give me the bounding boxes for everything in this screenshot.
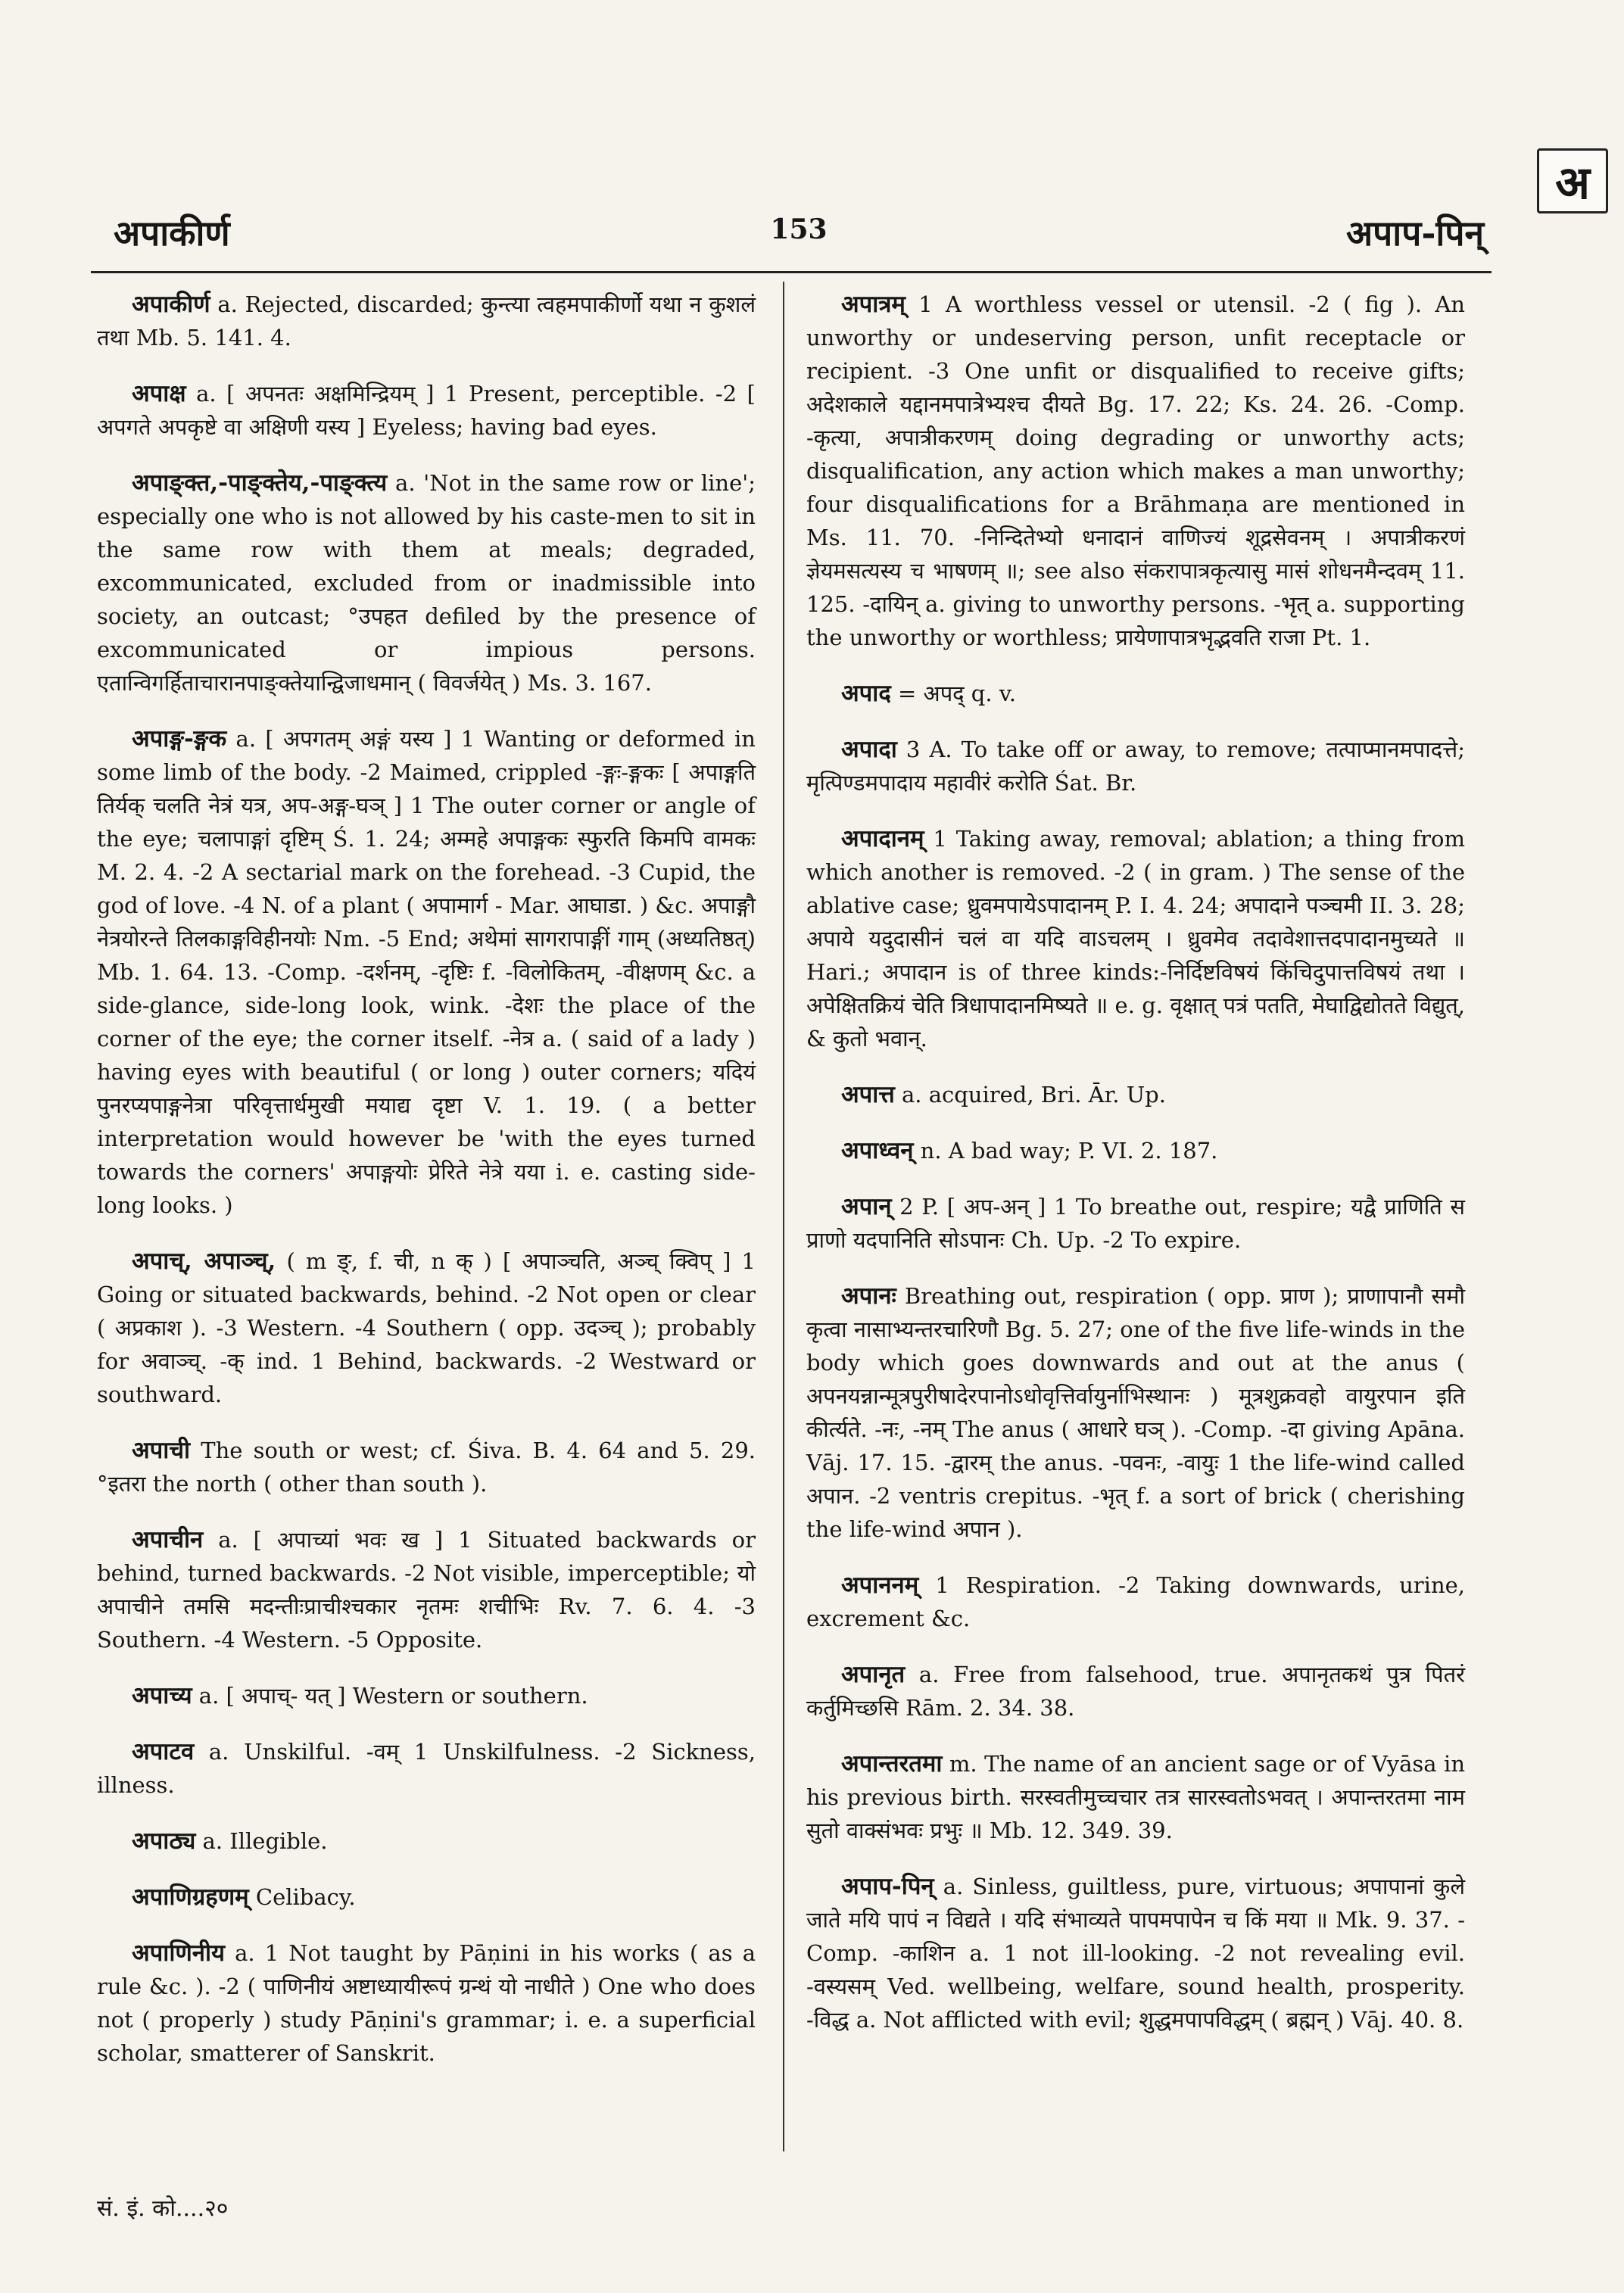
- dictionary-entry: [97, 1936, 756, 2070]
- entry-definition: The south or west; cf. Śiva. B. 4. 64 and 5. 29. °इतरा the north ( other than south ).: [97, 1438, 756, 1497]
- entry-definition: a. Illegible.: [195, 1828, 328, 1854]
- right-column: [806, 288, 1465, 2059]
- dictionary-entry: [97, 288, 756, 354]
- dictionary-entry: [806, 822, 1465, 1055]
- entry-headword: अपाकीर्ण: [132, 291, 210, 318]
- entry-definition: 1 A worthless vessel or utensil. -2 ( fig ). An unworthy or undeserving person, unfit receptacle or recipient. -3 One unfit or disqualified to receive gifts; अदेशकाले यद्दानमपात्रेभ्यश्च दीयते Bg. 17. 22; Ks. 24. 26. -Comp. -कृत्या, अपात्रीकरणम् doing degrading or unworthy acts; disqualification, any action which makes a man unworthy; four disqualifications for a Brāhmaṇa are mentioned in Ms. 11. 70. -निन्दितेभ्यो धनादानं वाणिज्यं शूद्रसेवनम् । अपात्रीकरणं ज्ञेयमसत्यस्य च भाषणम् ॥; see also संकरापात्रकृत्यासु मासं शोधनमैन्दवम् 11. 125. -दायिन् a. giving to unworthy persons. -भृत् a. supporting the unworthy or worthless; प्रायेणापात्रभृद्भवति राजा Pt. 1.: [806, 291, 1465, 650]
- entry-headword: अपाच्य: [132, 1682, 192, 1709]
- dictionary-entry: [806, 288, 1465, 654]
- dictionary-entry: [806, 1747, 1465, 1847]
- entry-headword: अपान्तरतमा: [841, 1750, 943, 1777]
- dictionary-entry: [97, 722, 756, 1222]
- entry-definition: ( m ङ्, f. ची, n क् ) [ अपाञ्चति, अञ्च् क्विप् ] 1 Going or situated backwards, behind. -2 Not open or clear ( अप्रकाश ). -3 Western. -4 Southern ( opp. उदञ्च् ); probably for अवाञ्च्. -क् ind. 1 Behind, backwards. -2 Westward or southward.: [97, 1248, 756, 1407]
- entry-definition: n. A bad way; P. VI. 2. 187.: [913, 1138, 1218, 1164]
- dictionary-entry: [806, 1658, 1465, 1724]
- entry-definition: a. Free from falsehood, true. अपानृतकथं पुत्र पितरं कर्तुमिच्छसि Rām. 2. 34. 38.: [806, 1662, 1465, 1721]
- entry-definition: Breathing out, respiration ( opp. प्राण ); प्राणापानौ समौ कृत्वा नासाभ्यन्तरचारिणौ Bg. 5. 27; one of the five life-winds in the body which goes downwards and out at the anus ( अपनयन्नान्मूत्रपुरीषादेरपानोऽधोवृत्तिर्वायुर्नाभिस्थानः ) मूत्रशुक्रवहो वायुरपान इति कीर्त्यते. -नः, -नम् The anus ( आधारे घञ् ). -Comp. -दा giving Apāna. Vāj. 17. 15. -द्वारम् the anus. -पवनः, -वायुः 1 the life-wind called अपान. -2 ventris crepitus. -भृत् f. a sort of brick ( cherishing the life-wind अपान ).: [806, 1283, 1465, 1542]
- entry-definition: a. Unskilful. -वम् 1 Unskilfulness. -2 Sickness, illness.: [97, 1739, 756, 1798]
- entry-headword: अपात्त: [841, 1081, 895, 1108]
- dictionary-entry: [806, 1870, 1465, 2036]
- entry-headword: अपाङ्ग-ङ्गक: [132, 725, 227, 752]
- entry-headword: अपात्रम्: [841, 291, 906, 318]
- running-header: [114, 209, 1484, 262]
- entry-definition: a. Sinless, guiltless, pure, virtuous; अपापानां कुले जाते मयि पापं न विद्यते । यदि संभाव्यते पापमपापेन च किं मया ॥ Mk. 9. 37. -Comp. -काशिन a. 1 not ill-looking. -2 not revealing evil. -वस्यसम् Ved. wellbeing, welfare, sound health, prosperity. -विद्ध a. Not afflicted with evil; शुद्धमपापविद्धम् ( ब्रह्मन् ) Vāj. 40. 8.: [806, 1874, 1465, 2033]
- page-number: 153: [770, 213, 828, 245]
- entry-headword: अपाच्, अपाञ्च्,: [132, 1248, 276, 1275]
- dictionary-entry: [806, 733, 1465, 799]
- dictionary-entry: [806, 1078, 1465, 1111]
- entry-headword: अपाध्वन्: [841, 1137, 914, 1164]
- entry-definition: Celibacy.: [248, 1884, 356, 1910]
- dictionary-entry: [97, 1824, 756, 1858]
- header-right-guide-word: अपाप-पिन्: [1346, 213, 1484, 254]
- dictionary-entry: [97, 1523, 756, 1656]
- dictionary-entry: [97, 1434, 756, 1500]
- entry-headword: अपाप-पिन्: [841, 1873, 934, 1900]
- column-divider: [783, 282, 784, 2151]
- dictionary-entry: [97, 1880, 756, 1914]
- entry-definition: m. The name of an ancient sage or of Vyāsa in his previous birth. सरस्वतीमुच्चचार तत्र सारस्वतोऽभवत् । अपान्तरतमा नाम सुतो वाक्संभवः प्रभुः ॥ Mb. 12. 349. 39.: [806, 1751, 1465, 1843]
- dictionary-entry: [97, 1245, 756, 1411]
- entry-definition: a. 'Not in the same row or line'; especially one who is not allowed by his caste-men to sit in the same row with them at meals; degraded, excommunicated, excluded from or inadmissible into society, an outcast; °उपहत defiled by the presence of excommunicated or impious persons. एतान्विगर्हिताचारानपाङ्क्तेयान्द्विजाधमान् ( विवर्जयेत् ) Ms. 3. 167.: [97, 470, 756, 696]
- entry-definition: 1 Taking away, removal; ablation; a thing from which another is removed. -2 ( in gram. ) The sense of the ablative case; ध्रुवमपायेऽपादानम् P. I. 4. 24; अपादाने पञ्चमी II. 3. 28; अपाये यदुदासीनं चलं वा यदि वाऽचलम् । ध्रुवमेव तदावेशात्तदपादानमुच्यते ॥ Hari.; अपादान is of three kinds:-निर्दिष्टविषयं किंचिदुपात्तविषयं तथा । अपेक्षितक्रियं चेति त्रिधापादानमिष्यते ॥ e. g. वृक्षात् पत्रं पतति, मेघाद्विद्योतते विद्युत्, & कुतो भवान्.: [806, 826, 1465, 1051]
- dictionary-entry: [97, 1679, 756, 1712]
- entry-headword: अपानः: [841, 1282, 896, 1310]
- entry-headword: अपाद: [841, 680, 891, 707]
- entry-definition: 3 A. To take off or away, to remove; तत्पाप्मानमपादत्ते; मृत्पिण्डमपादाय महावीरं करोति Śat. Br.: [806, 737, 1465, 796]
- dictionary-entry: [97, 466, 756, 699]
- dictionary-entry: [806, 1279, 1465, 1546]
- entry-definition: a. [ अपाच्यां भवः ख ] 1 Situated backwards or behind, turned backwards. -2 Not visible, imperceptible; यो अपाचीने तमसि मदन्तीःप्राचीश्चकार नृतमः शचीभिः Rv. 7. 6. 4. -3 Southern. -4 Western. -5 Opposite.: [97, 1527, 756, 1653]
- entry-headword: अपाङ्क्त,-पाङ्क्तेय,-पाङ्क्त्य: [132, 469, 388, 497]
- signature-mark: सं. इं. को....२०: [97, 2195, 229, 2222]
- entry-headword: अपाचीन: [132, 1526, 204, 1553]
- entry-headword: अपाणिनीय: [132, 1939, 225, 1967]
- header-left-guide-word: अपाकीर्ण: [114, 213, 230, 254]
- dictionary-entry: [806, 1569, 1465, 1635]
- entry-headword: अपानृत: [841, 1661, 906, 1688]
- dictionary-entry: [806, 1134, 1465, 1167]
- entry-definition: a. [ अपगतम् अङ्गं यस्य ] 1 Wanting or deformed in some limb of the body. -2 Maimed, crippled -ङ्गः-ङ्गकः [ अपाङ्गति तिर्यक् चलति नेत्रं यत्र, अप-अङ्ग-घञ् ] 1 The outer corner or angle of the eye; चलापाङ्गां दृष्टिम् Ś. 1. 24; अम्महे अपाङ्गकः स्फुरति किमपि वामकः M. 2. 4. -2 A sectarial mark on the forehead. -3 Cupid, the god of love. -4 N. of a plant ( अपामार्ग - Mar. आघाडा. ) &c. अपाङ्गौ नेत्रयोरन्ते तिलकाङ्गविहीनयोः Nm. -5 End; अथेमां सागरापाङ्गीं गाम् (अध्यतिष्ठत्) Mb. 1. 64. 13. -Comp. -दर्शनम्, -दृष्टिः f. -विलोकितम्, -वीक्षणम् &c. a side-glance, side-long look, wink. -देशः the place of the corner of the eye; the corner itself. -नेत्र a. ( said of a lady ) having eyes with beautiful ( or long ) outer corners; यदियं पुनरप्यपाङ्गनेत्रा परिवृत्तार्धमुखी मयाद्य दृष्टा V. 1. 19. ( a better interpretation would however be 'with the eyes turned towards the corners' अपाङ्गयोः प्रेरिते नेत्रे यया i. e. casting side-long looks. ): [97, 726, 756, 1218]
- entry-headword: अपाननम्: [841, 1572, 919, 1599]
- left-column: [97, 288, 756, 2092]
- entry-headword: अपादा: [841, 736, 897, 763]
- header-rule: [91, 271, 1492, 273]
- entry-headword: अपादानम्: [841, 825, 924, 852]
- entry-headword: अपाक्ष: [132, 380, 186, 407]
- dictionary-entry: [806, 677, 1465, 710]
- entry-definition: a. [ अपनतः अक्षमिन्द्रियम् ] 1 Present, perceptible. -2 [ अपगते अपकृष्टे वा अक्षिणी यस्य ] Eyeless; having bad eyes.: [97, 381, 756, 440]
- entry-definition: 2 P. [ अप-अन् ] 1 To breathe out, respire; यद्वै प्राणिति स प्राणो यदपानिति सोऽपानः Ch. Up. -2 To expire.: [806, 1194, 1465, 1253]
- entry-headword: अपाणिग्रहणम्: [132, 1883, 249, 1911]
- dictionary-entry: [97, 377, 756, 444]
- entry-headword: अपान्: [841, 1193, 892, 1220]
- entry-definition: = अपद् q. v.: [890, 681, 1016, 706]
- dictionary-entry: [97, 1735, 756, 1802]
- entry-headword: अपाटव: [132, 1738, 195, 1765]
- entry-definition: a. 1 Not taught by Pāṇini in his works ( as a rule &c. ). -2 ( पाणिनीयं अष्टाध्यायीरूपं ग्रन्थं यो नाधीते ) One who does not ( properly ) study Pāṇini's grammar; i. e. a superficial scholar, smatterer of Sanskrit.: [97, 1940, 756, 2066]
- entry-definition: a. acquired, Bri. Ār. Up.: [894, 1082, 1166, 1108]
- entry-headword: अपाची: [132, 1437, 191, 1464]
- entry-definition: a. Rejected, discarded; कुन्त्या त्वहमपाकीर्णो यथा न कुशलं तथा Mb. 5. 141. 4.: [97, 291, 756, 350]
- corner-tab: अ: [1537, 148, 1608, 213]
- dictionary-entry: [806, 1190, 1465, 1257]
- entry-definition: 1 Respiration. -2 Taking downwards, urine, excrement &c.: [806, 1572, 1465, 1631]
- entry-definition: a. [ अपाच्- यत् ] Western or southern.: [192, 1683, 588, 1709]
- entry-headword: अपाठ्य: [132, 1827, 196, 1855]
